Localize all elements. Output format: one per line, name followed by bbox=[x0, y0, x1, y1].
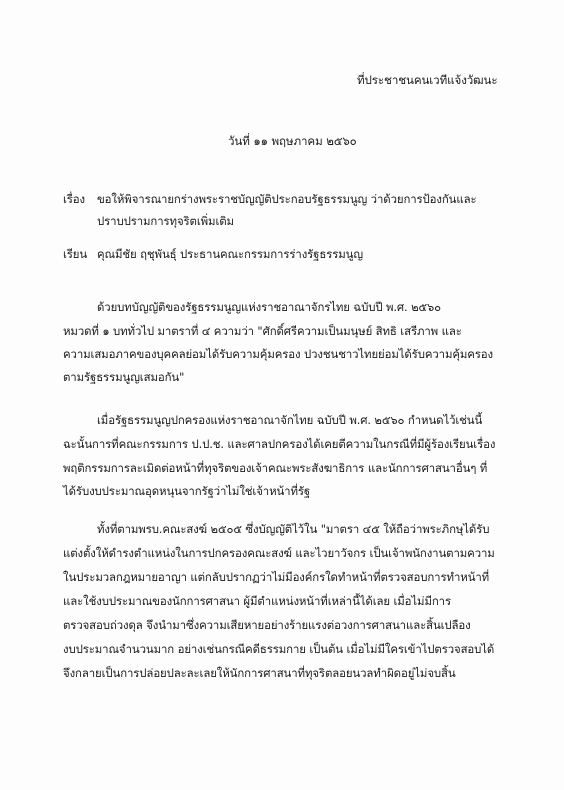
subject-label: เรื่อง bbox=[63, 192, 86, 206]
paragraph-line: ในประมวลกฎหมายอาญา แต่กลับปรากฏว่าไม่มีองค์กรใดทำหน้าที่ตรวจสอบการทำหน้าที่ bbox=[63, 570, 490, 584]
date-line: วันที่ ๑๑ พฤษภาคม ๒๕๖๐ bbox=[228, 134, 357, 148]
paragraph-line: ฉะนั้นการที่คณะกรรมการ ป.ป.ช. และศาลปกครองได้เคยตีความในกรณีที่มีผู้ร้องเรียนเรื่อง bbox=[63, 437, 496, 451]
paragraph-line: จึงกลายเป็นการปล่อยปละละเลยให้นักการศาสนาที่ทุจริตลอยนวลทำผิดอยู่ไม่จบสิ้น bbox=[63, 666, 456, 680]
subject-line-2: ปราบปรามการทุจริตเพิ่มเติม bbox=[97, 214, 234, 228]
recipient-text: คุณมีชัย ฤชุพันธุ์ ประธานคณะกรรมการร่างรัฐธรรมนูญ bbox=[97, 247, 363, 261]
paragraph-line: และใช้งบประมาณของนักการศาสนา ผู้มีตำแหน่งหน้าที่เหล่านี้ได้เลย เมื่อไม่มีการ bbox=[63, 594, 451, 608]
paragraph-line: ตรวจสอบถ่วงดุล จึงนำมาซึ่งความเสียหายอย่างร้ายแรงต่อวงการศาสนาและสิ้นเปลือง bbox=[63, 618, 471, 632]
paragraph-line: แต่งตั้งให้ดำรงตำแหน่งในการปกครองคณะสงฆ์ และไวยาวัจกร เป็นเจ้าพนักงานตามความ bbox=[63, 546, 495, 560]
recipient-label: เรียน bbox=[63, 247, 88, 261]
paragraph-line: ทั้งที่ตามพรบ.คณะสงฆ์ ๒๕๐๕ ซึ่งบัญญัติไว้ใน "มาตรา ๔๕ ให้ถือว่าพระภิกษุได้รับ bbox=[97, 522, 490, 536]
paragraph-line: ด้วยบทบัญญัติของรัฐธรรมนูญแห่งราชอาณาจักรไทย ฉบับปี พ.ศ. ๒๕๖๐ bbox=[97, 300, 441, 314]
paragraph-line: พฤติกรรมการละเมิดต่อหน้าที่ทุจริตของเจ้าคณะพระสังฆาธิการ และนักการศาสนาอื่นๆ ที่ bbox=[63, 461, 488, 475]
paragraph-line: งบประมาณจำนวนมาก อย่างเช่นกรณีคดีธรรมกาย เป็นต้น เมื่อไม่มีใครเข้าไปตรวจสอบได้ bbox=[63, 642, 495, 656]
paragraph-line: เมื่อรัฐธรรมนูญปกครองแห่งราชอาณาจักไทย ฉบับปี พ.ศ. ๒๕๖๐ กำหนดไว้เช่นนี้ bbox=[97, 413, 483, 427]
paragraph-line: หมวดที่ ๑ บททั่วไป มาตราที่ ๔ ความว่า "ศักดิ์ศรีความเป็นมนุษย์ สิทธิ เสรีภาพ และ bbox=[63, 324, 462, 338]
paragraph-line: ความเสมอภาคของบุคคลย่อมได้รับความคุ้มครอง ปวงชนชาวไทยย่อมได้รับความคุ้มครอง bbox=[63, 347, 494, 361]
sender-line: ที่ประชาชนคนเวทีแจ้งวัฒนะ bbox=[357, 73, 498, 87]
subject-line-1: ขอให้พิจารณายกร่างพระราชบัญญัติประกอบรัฐธรรมนูญ ว่าด้วยการป้องกันและ bbox=[97, 192, 477, 206]
paragraph-line: ได้รับงบประมาณอุดหนุนจากรัฐว่าไม่ใช่เจ้าหน้าที่รัฐ bbox=[63, 484, 311, 498]
paragraph-line: ตามรัฐธรรมนูญเสมอกัน" bbox=[63, 370, 185, 384]
